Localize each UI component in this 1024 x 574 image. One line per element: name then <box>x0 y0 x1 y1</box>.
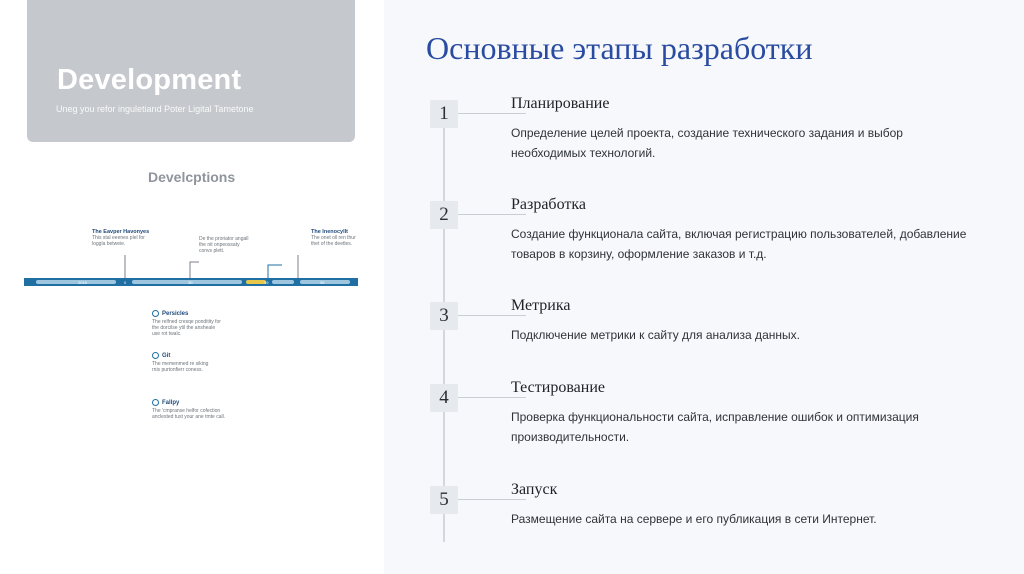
axis-connector-3 <box>268 265 282 278</box>
stage-description: Определение целей проекта, создание технического задания и выбор необходимых технологий. <box>511 126 903 160</box>
tool-dot-icon <box>152 310 159 317</box>
stage-title: Запуск <box>511 481 558 498</box>
tool-text: The 'cmpranse helfor cofection anclested tust your ane tmte call. <box>152 408 226 420</box>
callout-3-text: The onet oll ren thur thet of the deetles. <box>311 235 356 247</box>
axis-segment-2 <box>132 280 242 284</box>
axis-segment-4 <box>300 280 350 284</box>
axis-highlight <box>246 280 266 284</box>
stage-description: Проверка функциональности сайта, исправление ошибок и оптимизация производительности. <box>511 410 919 444</box>
tool-dot-icon <box>152 399 159 406</box>
stage-number: 2 <box>430 201 458 229</box>
hero-subtitle: Uneg you refor inguletiand Poter Ligital Tametone <box>56 104 254 114</box>
axis-label-2: 0 <box>124 280 127 285</box>
stage-connector <box>458 113 526 114</box>
stage-title: Разработка <box>511 196 586 213</box>
infographic-heading: Develcptions <box>148 169 236 185</box>
stage-connector <box>458 214 526 215</box>
stage-description: Размещение сайта на сервере и его публикация в сети Интернет. <box>511 512 877 526</box>
axis-label-1: 2016 <box>78 280 87 285</box>
tool-name: Persicles <box>162 310 189 317</box>
content-panel <box>384 0 1024 574</box>
axis-segment-3 <box>272 280 294 284</box>
tool-text: The memenmed re siking rnis purtonfierr coness. <box>152 361 209 373</box>
tool-dot-icon <box>152 352 159 359</box>
axis-connector-2 <box>190 262 199 278</box>
timeline-axis <box>0 215 384 295</box>
stage-description: Подключение метрики к сайту для анализа данных. <box>511 328 800 342</box>
stage-number: 4 <box>430 384 458 412</box>
tool-name: Fallpy <box>162 399 180 406</box>
tool-item-1 <box>152 310 242 337</box>
stage-number: 1 <box>430 100 458 128</box>
stage-title: Тестирование <box>511 379 605 396</box>
stage-connector <box>458 499 526 500</box>
illustration-panel <box>0 0 384 574</box>
stage-connector <box>458 397 526 398</box>
axis-segment-1 <box>36 280 116 284</box>
hero-title: Development <box>57 64 242 96</box>
tool-item-3 <box>152 399 242 420</box>
axis-label-5: 30 <box>320 280 325 285</box>
callout-2-text: De the proriator angall the nit onpeossaty convs plett. <box>199 236 249 254</box>
stage-title: Планирование <box>511 95 610 112</box>
stage-number: 5 <box>430 486 458 514</box>
tool-name: Git <box>162 352 171 359</box>
stage-connector <box>458 315 526 316</box>
callout-1-text: This stal eeenes plel for loggla betweie. <box>92 235 145 247</box>
callout-3-title: The Inenocyllt <box>311 229 348 235</box>
axis-label-4: 39 <box>264 280 269 285</box>
tool-text: The relfned cresqe ponditity for the dorcilse ytil the ansheale use rot twalc. <box>152 319 221 337</box>
axis-label-3: 30 <box>188 280 193 285</box>
tool-item-2 <box>152 352 242 373</box>
stage-description: Создание функционала сайта, включая регистрацию пользователей, добавление товаров в корзину, оформление заказов и т.д. <box>511 227 967 261</box>
callout-1-title: The Eavper Havonyes <box>92 229 150 235</box>
stage-title: Метрика <box>511 297 571 314</box>
page-title: Основные этапы разработки <box>426 30 813 66</box>
stage-number: 3 <box>430 302 458 330</box>
